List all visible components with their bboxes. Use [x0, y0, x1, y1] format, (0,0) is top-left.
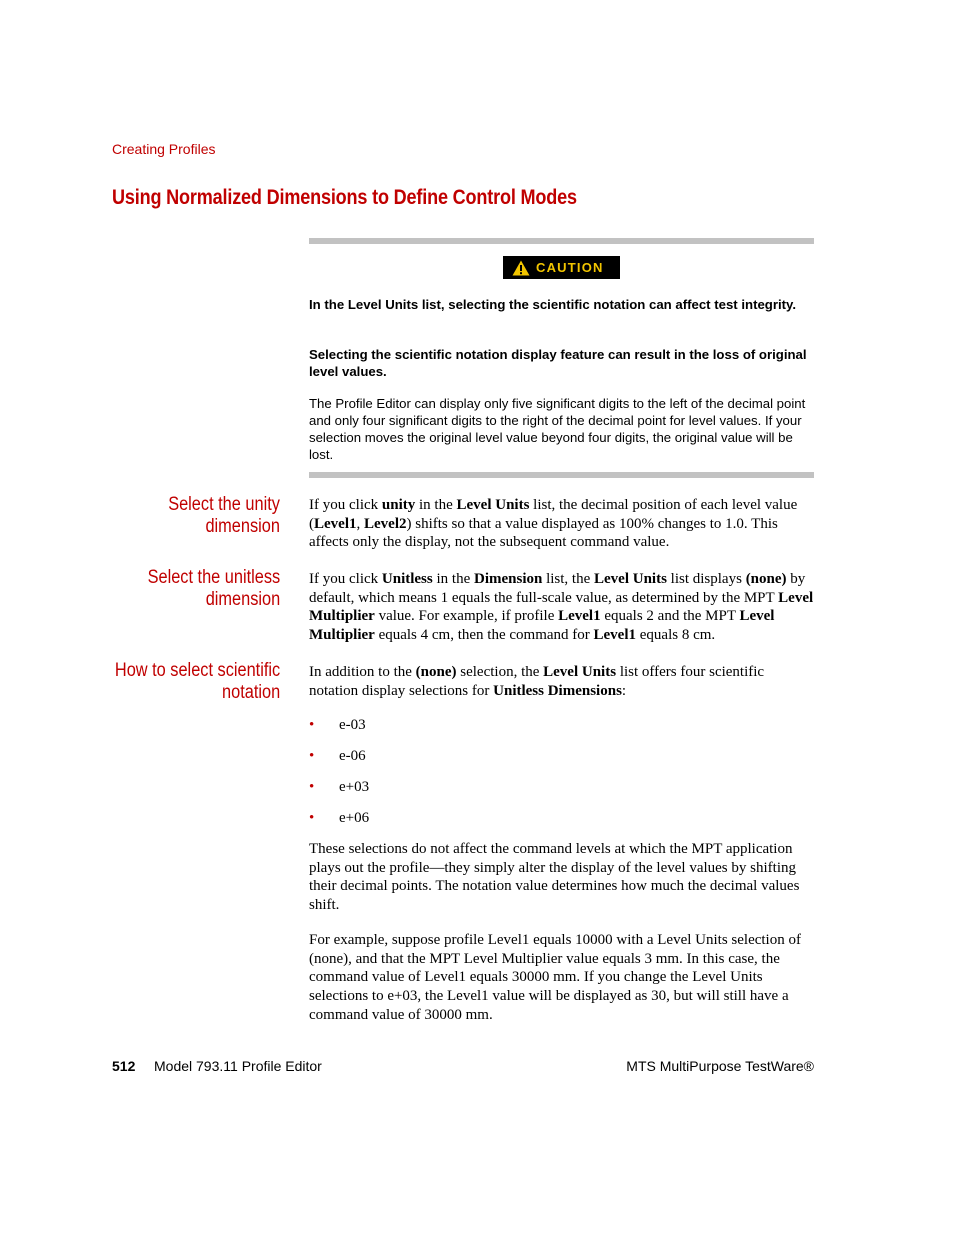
side-heading-unitless [147, 567, 280, 611]
scientific-paragraph-2: These selections do not affect the command levels at which the MPT application plays out the profile—they simply alter the display of the level values by shifting their decimal points. The notation value determines how much the decimal values shift. [309, 841, 800, 914]
side-heading-line: dimension [205, 589, 280, 610]
scientific-intro-paragraph: In addition to the (none) selection, the Level Units list offers four scientific notation display selections for Unitless Dimensions: [309, 664, 765, 699]
caution-statement-1: In the Level Units list, selecting the scientific notation can affect test integrity. [309, 297, 797, 312]
side-heading-unity [168, 494, 280, 538]
list-item: • e+06 [309, 810, 370, 826]
breadcrumb: Creating Profiles [112, 141, 216, 157]
list-item: • e-03 [309, 717, 366, 733]
bullet-icon: • [309, 779, 315, 795]
list-item: • e-06 [309, 748, 366, 764]
caution-label: CAUTION [536, 260, 604, 275]
footer-manual-title: Model 793.11 Profile Editor [154, 1058, 322, 1074]
page-number: 512 [112, 1058, 136, 1074]
unity-paragraph: If you click unity in the Level Units list, the decimal position of each level value (Level1, Level2) shifts so that a value displayed as 100% changes to 1.0. This affects only the display, not the subsequent command value. [309, 497, 798, 551]
caution-statement-2: Selecting the scientific notation display feature can result in the loss of original level values. [309, 347, 807, 379]
caution-top-rule [309, 238, 814, 244]
side-heading-line: How to select scientific [114, 660, 280, 681]
side-heading-line: Select the unitless [147, 567, 280, 588]
scientific-paragraph-3: For example, suppose profile Level1 equals 10000 with a Level Units selection of (none), and that the MPT Level Multiplier value equals 3 mm. In this case, the command value of Level1 equals 30000 mm. If you change the Level Units selections to e+03, the Level1 value will be displayed as 30, but will still have a command value of 30000 mm. [309, 932, 801, 1023]
page-title: Using Normalized Dimensions to Define Control Modes [112, 186, 577, 209]
footer-product-name: MTS MultiPurpose TestWare® [626, 1058, 814, 1074]
bullet-icon: • [309, 810, 315, 826]
bullet-icon: • [309, 748, 315, 764]
caution-bottom-rule [309, 472, 814, 478]
side-heading-scientific [115, 660, 280, 704]
side-heading-line: Select the unity [168, 494, 280, 515]
caution-badge [503, 256, 620, 279]
unitless-paragraph: If you click Unitless in the Dimension list, the Level Units list displays (none) by default, which means 1 equals the full-scale value, as determined by the MPT Level Multiplier value. For example, if profile Level1 equals 2 and the MPT Level Multiplier equals 4 cm, then the command for Level1 equals 8 cm. [309, 571, 814, 644]
list-item: • e+03 [309, 779, 370, 795]
side-heading-line: notation [221, 682, 280, 703]
warning-triangle-icon [512, 260, 530, 276]
bullet-icon: • [309, 717, 315, 733]
caution-explanation: The Profile Editor can display only five significant digits to the left of the decimal point and only four significant digits to the right of the decimal point for level values. If your selection moves the original level value beyond four digits, the original value will be lost. [309, 396, 806, 462]
side-heading-line: dimension [205, 516, 280, 537]
